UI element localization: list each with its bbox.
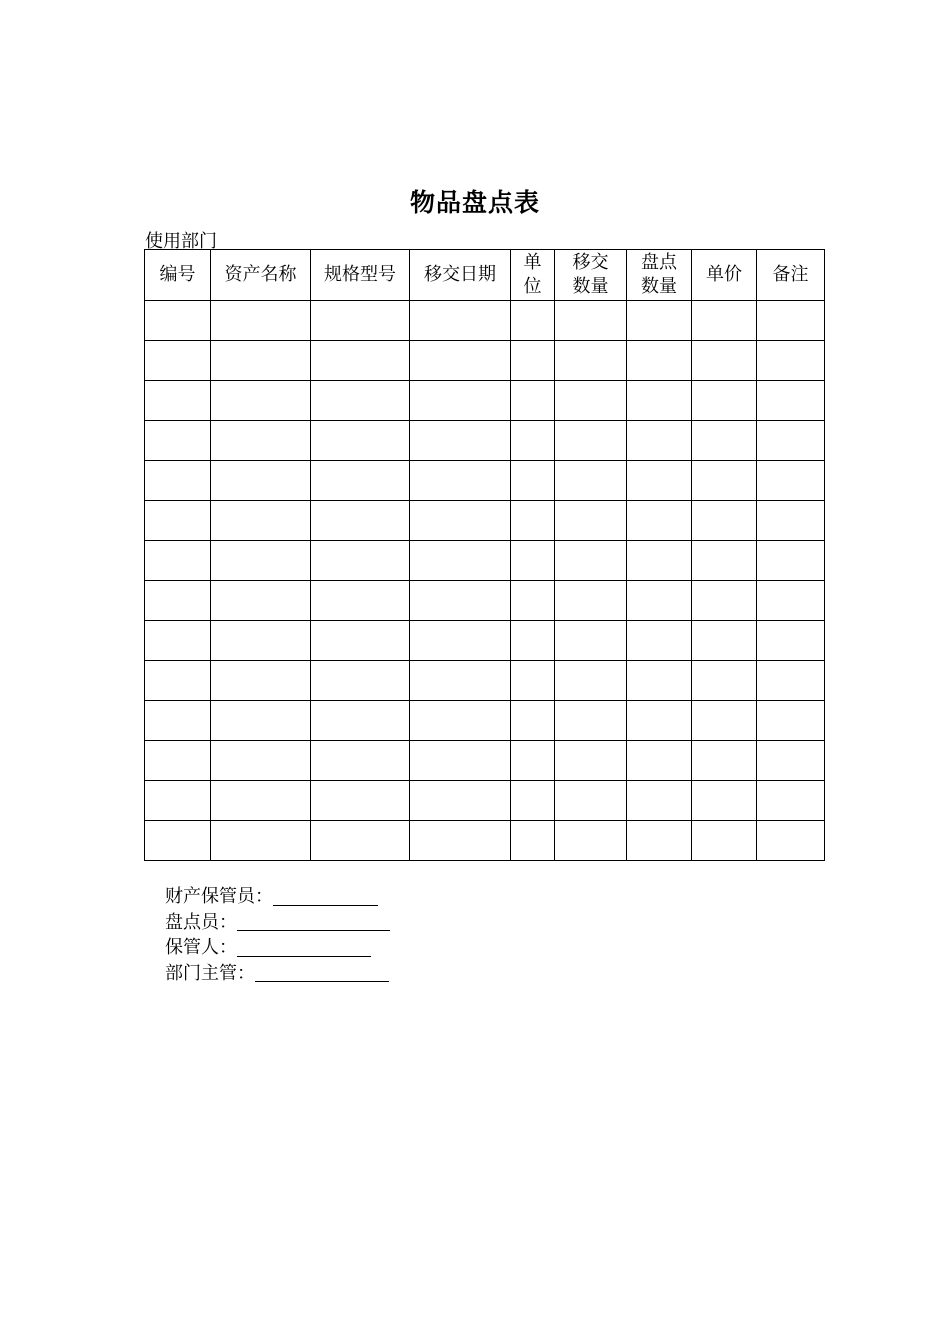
table-cell[interactable]: [757, 341, 825, 381]
table-cell[interactable]: [145, 301, 211, 341]
table-cell[interactable]: [627, 301, 692, 341]
table-cell[interactable]: [211, 461, 311, 501]
table-cell[interactable]: [757, 501, 825, 541]
signature-keeper-line[interactable]: [237, 938, 371, 957]
table-cell[interactable]: [757, 741, 825, 781]
inventory-table: [144, 249, 825, 861]
table-cell[interactable]: [410, 501, 511, 541]
table-cell[interactable]: [692, 541, 757, 581]
table-cell[interactable]: [145, 661, 211, 701]
signature-keeper: [165, 935, 390, 961]
table-cell[interactable]: [511, 301, 555, 341]
table-cell[interactable]: [511, 621, 555, 661]
table-cell[interactable]: [511, 741, 555, 781]
table-cell[interactable]: [211, 381, 311, 421]
table-cell[interactable]: [511, 781, 555, 821]
table-cell[interactable]: [311, 661, 410, 701]
table-cell[interactable]: [555, 301, 627, 341]
table-cell[interactable]: [311, 821, 410, 861]
table-cell[interactable]: [410, 821, 511, 861]
table-cell[interactable]: [627, 781, 692, 821]
table-cell[interactable]: [410, 741, 511, 781]
table-cell[interactable]: [511, 501, 555, 541]
table-cell[interactable]: [757, 381, 825, 421]
table-cell[interactable]: [757, 421, 825, 461]
signature-keeper-label: 保管人：: [165, 937, 237, 958]
table-cell[interactable]: [627, 621, 692, 661]
table-cell[interactable]: [410, 381, 511, 421]
table-cell[interactable]: [555, 341, 627, 381]
table-cell[interactable]: [627, 501, 692, 541]
signature-block: [165, 884, 390, 986]
signature-dept-head-line[interactable]: [255, 963, 389, 982]
table-row: [145, 581, 825, 621]
header-asset-name: 资产名称: [211, 250, 311, 301]
table-cell[interactable]: [511, 581, 555, 621]
table-row: [145, 381, 825, 421]
inventory-table-body: [145, 301, 825, 861]
signature-custodian-line[interactable]: [273, 887, 378, 906]
signature-counter-label: 盘点员：: [165, 911, 237, 933]
table-cell[interactable]: [311, 381, 410, 421]
page-title: 物品盘点表: [409, 188, 540, 217]
table-cell[interactable]: [211, 781, 311, 821]
table-cell[interactable]: [410, 781, 511, 821]
table-cell[interactable]: [692, 341, 757, 381]
table-cell[interactable]: [145, 461, 211, 501]
table-cell[interactable]: [555, 701, 627, 741]
signature-counter-line[interactable]: [237, 912, 390, 931]
table-cell[interactable]: [145, 741, 211, 781]
table-cell[interactable]: [627, 821, 692, 861]
header-remarks: 备注: [757, 250, 825, 301]
table-cell[interactable]: [627, 381, 692, 421]
table-cell[interactable]: [627, 341, 692, 381]
signature-dept-head-label: 部门主管：: [165, 962, 255, 984]
header-transfer-date: 移交日期: [410, 250, 511, 301]
table-cell[interactable]: [627, 541, 692, 581]
table-cell[interactable]: [410, 461, 511, 501]
table-cell[interactable]: [692, 421, 757, 461]
table-cell[interactable]: [511, 421, 555, 461]
table-cell[interactable]: [211, 741, 311, 781]
table-cell[interactable]: [311, 421, 410, 461]
table-cell[interactable]: [692, 741, 757, 781]
table-cell[interactable]: [511, 661, 555, 701]
table-cell[interactable]: [757, 581, 825, 621]
table-cell[interactable]: [211, 541, 311, 581]
signature-counter: [165, 910, 390, 936]
table-cell[interactable]: [757, 461, 825, 501]
table-cell[interactable]: [692, 461, 757, 501]
table-cell[interactable]: [757, 701, 825, 741]
table-cell[interactable]: [211, 621, 311, 661]
table-cell[interactable]: [311, 341, 410, 381]
table-cell[interactable]: [311, 301, 410, 341]
table-cell[interactable]: [511, 381, 555, 421]
header-unit-price: 单价: [692, 250, 757, 301]
table-cell[interactable]: [410, 301, 511, 341]
table-cell[interactable]: [757, 301, 825, 341]
table-cell[interactable]: [692, 381, 757, 421]
table-cell[interactable]: [145, 821, 211, 861]
table-cell[interactable]: [145, 501, 211, 541]
table-cell[interactable]: [692, 581, 757, 621]
table-cell[interactable]: [410, 701, 511, 741]
table-cell[interactable]: [511, 341, 555, 381]
table-cell[interactable]: [555, 821, 627, 861]
table-cell[interactable]: [757, 661, 825, 701]
department-label: 使用部门: [145, 231, 217, 252]
table-row: [145, 821, 825, 861]
table-cell[interactable]: [145, 421, 211, 461]
table-row: [145, 301, 825, 341]
table-cell[interactable]: [211, 501, 311, 541]
table-row: [145, 461, 825, 501]
header-count-qty: 盘点 数量: [627, 250, 692, 301]
table-cell[interactable]: [410, 661, 511, 701]
table-cell[interactable]: [511, 541, 555, 581]
table-cell[interactable]: [692, 821, 757, 861]
table-cell[interactable]: [145, 781, 211, 821]
table-cell[interactable]: [145, 701, 211, 741]
table-cell[interactable]: [511, 461, 555, 501]
table-cell[interactable]: [311, 621, 410, 661]
table-cell[interactable]: [145, 341, 211, 381]
header-spec-model: 规格型号: [311, 250, 410, 301]
table-cell[interactable]: [311, 701, 410, 741]
signature-dept-head: [165, 961, 390, 987]
table-row: [145, 741, 825, 781]
table-cell[interactable]: [627, 701, 692, 741]
table-cell[interactable]: [211, 581, 311, 621]
table-row: [145, 541, 825, 581]
table-cell[interactable]: [692, 501, 757, 541]
table-row: [145, 621, 825, 661]
table-cell[interactable]: [555, 461, 627, 501]
table-cell[interactable]: [211, 341, 311, 381]
table-cell[interactable]: [555, 421, 627, 461]
table-cell[interactable]: [692, 661, 757, 701]
table-cell[interactable]: [410, 581, 511, 621]
table-cell[interactable]: [555, 781, 627, 821]
table-row: [145, 501, 825, 541]
table-cell[interactable]: [757, 821, 825, 861]
table-cell[interactable]: [555, 621, 627, 661]
table-cell[interactable]: [692, 301, 757, 341]
table-cell[interactable]: [211, 301, 311, 341]
table-row: [145, 701, 825, 741]
table-cell[interactable]: [757, 541, 825, 581]
table-cell[interactable]: [311, 581, 410, 621]
table-cell[interactable]: [555, 661, 627, 701]
table-cell[interactable]: [311, 501, 410, 541]
table-cell[interactable]: [410, 621, 511, 661]
table-cell[interactable]: [410, 541, 511, 581]
table-cell[interactable]: [555, 741, 627, 781]
table-cell[interactable]: [627, 741, 692, 781]
table-cell[interactable]: [211, 701, 311, 741]
table-cell[interactable]: [311, 541, 410, 581]
table-cell[interactable]: [145, 541, 211, 581]
table-cell[interactable]: [211, 421, 311, 461]
table-cell[interactable]: [145, 621, 211, 661]
table-cell[interactable]: [311, 781, 410, 821]
table-cell[interactable]: [692, 701, 757, 741]
table-cell[interactable]: [511, 701, 555, 741]
table-row: [145, 341, 825, 381]
table-cell[interactable]: [145, 581, 211, 621]
table-cell[interactable]: [410, 341, 511, 381]
header-row: [145, 250, 825, 301]
table-cell[interactable]: [211, 661, 311, 701]
header-id: 编号: [145, 250, 211, 301]
signature-custodian: [165, 884, 390, 910]
signature-custodian-label: 财产保管员：: [165, 886, 273, 907]
table-cell[interactable]: [511, 821, 555, 861]
table-cell[interactable]: [145, 381, 211, 421]
table-cell[interactable]: [410, 421, 511, 461]
header-unit: 单 位: [511, 250, 555, 301]
table-row: [145, 421, 825, 461]
table-cell[interactable]: [627, 421, 692, 461]
table-row: [145, 661, 825, 701]
table-cell[interactable]: [555, 501, 627, 541]
table-cell[interactable]: [692, 781, 757, 821]
header-transfer-qty: 移交 数量: [555, 250, 627, 301]
table-cell[interactable]: [311, 461, 410, 501]
table-cell[interactable]: [627, 581, 692, 621]
table-cell[interactable]: [627, 461, 692, 501]
table-cell[interactable]: [311, 741, 410, 781]
table-cell[interactable]: [555, 581, 627, 621]
table-cell[interactable]: [627, 661, 692, 701]
table-cell[interactable]: [555, 381, 627, 421]
table-cell[interactable]: [555, 541, 627, 581]
table-cell[interactable]: [757, 781, 825, 821]
table-row: [145, 781, 825, 821]
table-cell[interactable]: [692, 621, 757, 661]
table-cell[interactable]: [211, 821, 311, 861]
table-cell[interactable]: [757, 621, 825, 661]
